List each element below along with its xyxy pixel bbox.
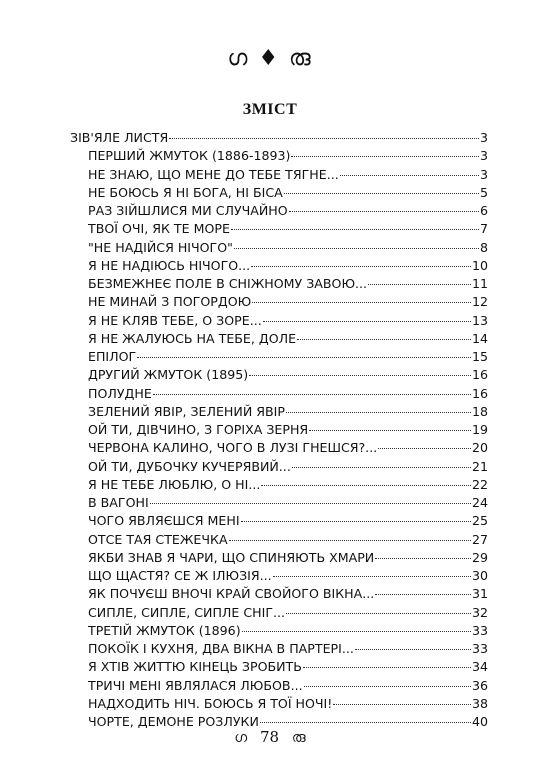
toc-entry-title: ОЙ ТИ, ДУБОЧКУ КУЧЕРЯВИЙ... [88,458,291,474]
dot-leader [273,575,471,577]
dot-leader [260,721,471,723]
dot-leader [137,356,471,358]
toc-entry [88,348,488,366]
toc-entry-page: 6 [479,203,488,218]
toc-entry [88,604,488,622]
toc-entry [88,622,488,640]
dot-leader [355,648,471,650]
toc-entry-page: 29 [471,549,488,565]
toc-entry-title: ОЙ ТИ, ДІВЧИНО, З ГОРІХА ЗЕРНЯ [88,422,309,437]
toc-entry-page: 16 [471,385,488,401]
toc-entry-page: 3 [479,148,488,164]
toc-entry-page: 18 [471,403,488,419]
toc-entry-title: ЩО ЩАСТЯ? СЕ Ж ІЛЮЗІЯ... [88,568,272,583]
toc-entry [88,184,488,202]
dot-leader [286,411,471,413]
dot-leader [292,466,471,468]
toc-entry-page: 36 [471,677,488,693]
toc-entry-page: 40 [471,714,488,729]
dot-leader [249,374,471,376]
dot-leader [333,703,471,705]
toc-entry-title: НАДХОДИТЬ НІЧ. БОЮСЬ Я ТОЇ НОЧІ! [88,695,333,711]
toc-entry [88,275,488,293]
toc-entry-title: ЧОРТЕ, ДЕМОНЕ РОЗЛУКИ [88,714,259,729]
toc-entry-page: 30 [471,568,488,583]
dot-leader [286,612,471,614]
toc-entry-page: 11 [471,276,488,291]
footer-ornament-right: രു [291,730,306,746]
toc-entry-page: 14 [471,330,488,346]
page-footer [0,728,540,746]
toc-entry-title: ОТСЕ ТАЯ СТЕЖЕЧКА [88,531,228,547]
toc-entry [88,640,488,658]
toc-entry [88,677,488,695]
dot-leader [375,557,471,559]
dot-leader [263,320,471,322]
toc-entry-title: ТВОЇ ОЧІ, ЯК ТЕ МОРЕ [88,221,230,237]
toc-entry [88,312,488,330]
dot-leader [251,265,471,267]
toc-entry-page: 38 [471,695,488,711]
toc-entry-page: 22 [471,476,488,492]
toc-entry-page: 15 [471,349,488,364]
toc-entry [88,549,488,567]
toc-entry-page: 32 [471,604,488,620]
dot-leader [368,283,471,285]
toc-entry-title: Я НЕ ТЕБЕ ЛЮБЛЮ, О НІ... [88,476,261,492]
toc-entry [88,239,488,257]
dot-leader [242,630,471,632]
toc-entry-page: 5 [479,184,488,200]
dot-leader [284,192,479,194]
toc-entry-page: 10 [471,257,488,273]
toc-entry-title: ЗІВ'ЯЛЕ ЛИСТЯ [70,130,169,145]
toc-entry [88,458,488,476]
toc-entry-page: 7 [479,221,488,237]
toc-entry-page: 16 [471,367,488,383]
toc-entry-title: ЯКБИ ЗНАВ Я ЧАРИ, ЩО СПИНЯЮТЬ ХМАРИ [88,549,375,565]
toc-entry-page: 27 [471,531,488,547]
toc-entry-page: 3 [479,130,488,145]
toc-entry-page: 13 [471,312,488,328]
toc-entry-page: 12 [471,294,488,310]
toc-entry [88,202,488,220]
page-title: ЗМІСТ [242,101,298,118]
toc-entry [88,421,488,439]
toc-entry [88,220,488,238]
toc-entry-title: "НЕ НАДІЙСЯ НІЧОГО" [88,239,233,255]
toc-entry-page: 20 [471,440,488,456]
toc-entry-title: ПОЛУДНЕ [88,385,152,401]
toc-entry [88,476,488,494]
toc-entry-title: НЕ БОЮСЬ Я НІ БОГА, НІ БІСА [88,184,283,200]
toc-entry-title: В ВАГОНІ [88,495,149,510]
toc-entry [88,330,488,348]
page-number: 78 [259,728,280,746]
toc-entry-page: 3 [479,166,488,182]
toc-entry [88,512,488,530]
toc-entry [88,439,488,457]
toc-entry [70,129,488,147]
toc-entry-title: ПОКОЇК І КУХНЯ, ДВА ВІКНА В ПАРТЕРІ... [88,641,354,656]
dot-leader [261,484,471,486]
dot-leader [169,137,479,139]
toc-entry-title: ЗЕЛЕНИЙ ЯВІР, ЗЕЛЕНИЙ ЯВІР [88,403,285,419]
toc-entry-title: СИПЛЕ, СИПЛЕ, СИПЛЕ СНІГ... [88,604,286,620]
toc-entry-title: Я НЕ НАДІЮСЬ НІЧОГО... [88,257,251,273]
toc-entry-title: ЕПІЛОГ [88,349,137,364]
dot-leader [150,502,471,504]
dot-leader [291,155,479,157]
toc-entry-page: 21 [471,458,488,474]
toc-entry [88,531,488,549]
toc-entry [88,658,488,676]
toc-entry [88,293,488,311]
toc-entry-title: ЧОГО ЯВЛЯЄШСЯ МЕНІ [88,513,240,529]
toc-entry-title: БЕЗМЕЖНЕЄ ПОЛЕ В СНІЖНОМУ ЗАВОЮ... [88,276,368,291]
toc-entry-page: 8 [479,239,488,255]
toc-entry [88,403,488,421]
toc-entry-page: 33 [471,641,488,656]
dot-leader [375,593,471,595]
toc-entry-page: 31 [471,586,488,602]
toc-entry [88,695,488,713]
dot-leader [303,666,471,668]
dot-leader [241,520,471,522]
toc-entry-title: ЧЕРВОНА КАЛИНО, ЧОГО В ЛУЗІ ГНЕШСЯ?... [88,440,378,456]
dot-leader [153,393,471,395]
toc-entry [88,366,488,384]
toc-entry [88,147,488,165]
toc-entry [88,385,488,403]
dot-leader [289,210,479,212]
toc-entry-title: НЕ ЗНАЮ, ЩО МЕНЕ ДО ТЕБЕ ТЯГНЕ... [88,166,339,182]
toc-entry-title: НЕ МИНАЙ З ПОГОРДОЮ [88,294,252,310]
toc-entry-page: 24 [471,495,488,510]
toc-entry-title: Я НЕ ЖАЛУЮСЬ НА ТЕБЕ, ДОЛЕ [88,330,297,346]
dot-leader [231,228,479,230]
toc-entry-title: Я ХТІВ ЖИТТЮ КІНЕЦЬ ЗРОБИТЬ [88,659,302,675]
toc-entry-title: ТРЕТІЙ ЖМУТОК (1896) [88,622,241,638]
toc-entry-title: ЯК ПОЧУЄШ ВНОЧІ КРАЙ СВОЙОГО ВІКНА... [88,586,375,602]
dot-leader [309,429,471,431]
toc-entry-title: ПЕРШИЙ ЖМУТОК (1886-1893) [88,148,291,164]
dot-leader [297,338,471,340]
dot-leader [234,247,479,249]
dot-leader [229,539,471,541]
toc-entry [88,257,488,275]
toc-entry [88,567,488,585]
dot-leader [304,685,471,687]
toc-entry [88,166,488,184]
toc-entry-page: 34 [471,659,488,675]
toc-entry-title: ДРУГИЙ ЖМУТОК (1895) [88,367,249,383]
toc-entry-title: РАЗ ЗІЙШЛИСЯ МИ СЛУЧАЙНО [88,203,288,218]
toc-entry-page: 19 [471,422,488,437]
dot-leader [378,447,471,449]
toc-entry-page: 25 [471,513,488,529]
dot-leader [340,174,479,176]
toc-entry-title: ТРИЧІ МЕНІ ЯВЛЯЛАСЯ ЛЮБОВ... [88,677,303,693]
toc-entry [88,494,488,512]
toc-entry [88,585,488,603]
toc-entry-title: Я НЕ КЛЯВ ТЕБЕ, О ЗОРЕ... [88,312,262,328]
footer-ornament-left: ഗ [234,730,248,746]
dot-leader [252,301,471,303]
header-ornament: ഗ ♦ രു [227,46,313,71]
toc-entry-page: 33 [471,622,488,638]
